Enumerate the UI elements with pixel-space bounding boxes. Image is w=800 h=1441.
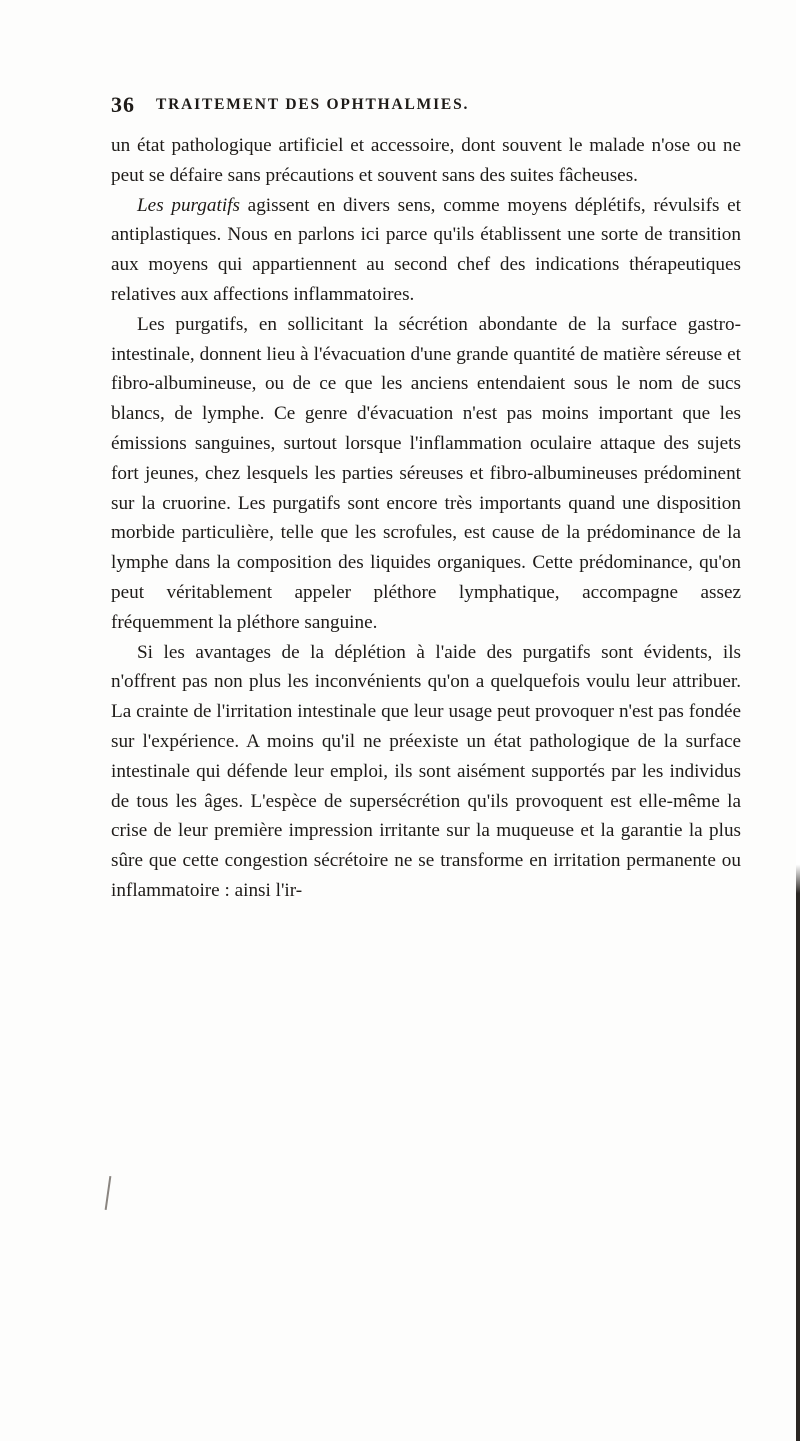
body-text	[111, 131, 741, 906]
running-head: TRAITEMENT DES OPHTHALMIES.	[156, 96, 470, 113]
page-edge-shadow	[796, 0, 800, 1441]
italic-term: Les purgatifs	[137, 194, 240, 216]
page-header	[111, 92, 731, 122]
paragraph-1: un état pathologique artificiel et accessoire, dont souvent le malade n'ose ou ne peut se défaire sans précautions et souvent sans des suites fâcheuses.	[111, 135, 741, 186]
paragraph-3: Les purgatifs, en sollicitant la sécrétion abondante de la surface gastro-intestinale, donnent lieu à l'évacuation d'une grande quantité de matière séreuse et fibro-albumineuse, ou de ce que les anciens entendaient sous le nom de sucs blancs, de lymphe. Ce genre d'évacuation n'est pas moins important que les émissions sanguines, surtout lorsque l'inflammation oculaire attaque des sujets fort jeunes, chez lesquels les parties séreuses et fibro-albumineuses prédominent sur la cruorine. Les purgatifs sont encore très importants quand une disposition morbide particulière, telle que les scrofules, est cause de la prédominance de la lymphe dans la composition des liquides organiques. Cette prédominance, qu'on peut véritablement appeler pléthore lymphatique, accompagne assez fréquemment la pléthore sanguine.	[111, 313, 741, 633]
paragraph-4: Si les avantages de la déplétion à l'aide des purgatifs sont évidents, ils n'offrent pas non plus les inconvénients qu'on a quelquefois voulu leur attribuer. La crainte de l'irritation intestinale que leur usage peut provoquer n'est pas fondée sur l'expérience. A moins qu'il ne préexiste un état pathologique de la surface intestinale qui défende leur emploi, ils sont aisément supportés par les individus de tous les âges. L'espèce de supersécrétion qu'ils provoquent est elle-même la crise de leur première impression irritante sur la muqueuse et la garantie la plus sûre que cette congestion sécrétoire ne se transforme en irritation permanente ou inflammatoire : ainsi l'ir-	[111, 641, 741, 901]
page-number: 36	[111, 92, 135, 117]
paragraph-2-text: agissent en divers sens, comme moyens déplétifs, révulsifs et antiplastiques. Nous en parlons ici parce qu'ils établissent une sorte de transition aux moyens qui appartiennent au second chef des indications thérapeutiques relatives aux affections inflammatoires.	[111, 194, 741, 305]
paragraph-2	[111, 191, 741, 310]
margin-mark	[105, 1176, 112, 1210]
